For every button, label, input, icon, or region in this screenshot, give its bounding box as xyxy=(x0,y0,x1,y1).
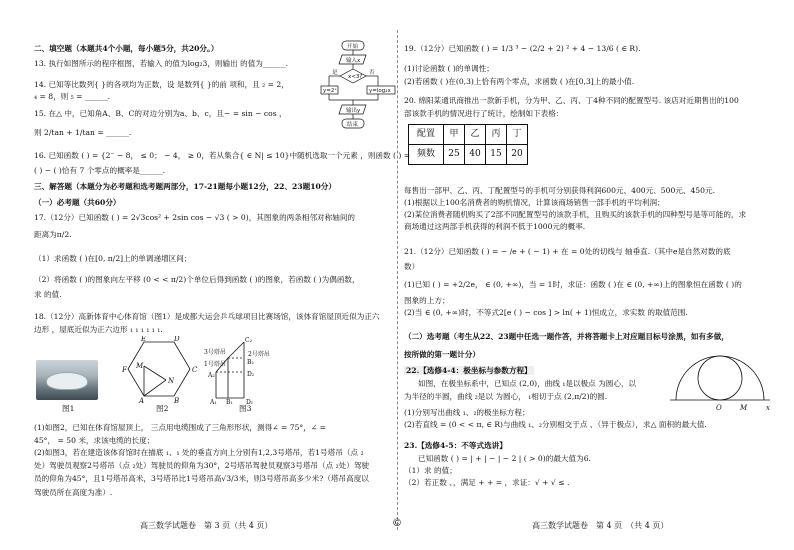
question-19-part1: (1)讨论函数 ( )的单调性； xyxy=(404,64,494,73)
flowchart-input: 输入x xyxy=(346,58,361,64)
question-18-part2: (2)如图3，若在建造该体育馆时在描底 ₁、₁ 处的垂直方向上分别有1,2,3号塔吊，若1号塔吊（点 ₂ xyxy=(34,448,364,457)
fig2-point-F: F xyxy=(122,366,127,374)
question-20: 20. 绵阳某通讯商推出一款新手机，分为甲、乙、丙、丁4种不同的配置型号. 该店对近期售出的100 xyxy=(404,96,739,105)
fig3-A1: A₁ xyxy=(210,399,217,404)
question-17-cont: 距离为π/2. xyxy=(34,230,72,239)
question-21-cont: 数） xyxy=(404,262,420,271)
elective-heading-cont: 按所做的第一题计分） xyxy=(404,350,480,359)
center-mark: © xyxy=(392,518,402,529)
flowchart-left-op: y=2ˣ xyxy=(323,88,337,94)
section-solution-heading: 三、解答题（本题分为必考题和选考题两部分，17-21题每小题12分，22、23题10分） xyxy=(34,182,336,191)
question-18-part1-cont: 45°， = 50 米，求该电缆的长度； xyxy=(34,436,155,445)
question-17: 17.（12分）已知函数 ( ) = 2√3cos² + 2sin cos − √3 ( > 0)，其图象的两条相邻对称轴间的 xyxy=(34,213,356,222)
question-21-part1: (1)已知 ( ) = +2/2e， ∈ (0, +∞)，当 = 1时，求证：函数 ( )在 ∈ (0, +∞)上的图象恒在函数 ( )的 xyxy=(404,280,742,289)
fig3-D1: D₁ xyxy=(246,399,254,404)
question-22-part2: (2)若直线 = (0 < < π, ∈ R)与曲线 ₁、₂分别相交于点 、（异于极点），求△ 面积的最大值. xyxy=(404,420,707,429)
polar-origin-O: O xyxy=(716,404,722,412)
polar-axis-x: x xyxy=(766,404,770,412)
question-23-heading: 23.【选修4-5：不等式选讲】 xyxy=(404,441,507,450)
question-15: 15. 在△ 中，已知角A、B、C的对边分别为a、b、c，且− = sin − cos ， xyxy=(34,109,287,118)
question-15-cont: 则 2/tan + 1/tan = ______. xyxy=(34,128,132,137)
question-22-part1: (1)分别写出曲线 ₁、₂的极坐标方程； xyxy=(404,408,530,417)
question-17-part1: （1）求函数 ( )在[0, π/2]上的单调递增区间； xyxy=(34,254,192,263)
polar-point-M: M xyxy=(740,404,748,412)
fig2-point-D: D xyxy=(174,336,180,343)
table-cell: 乙 xyxy=(465,125,486,145)
question-16: 16. 已知函数 ( ) = {2⁻ − 8， ≤ 0； − 4， ≥ 0，若从集合{ ∈ N| ≤ 10}中随机选取一个元素 ，则函数 ( ) = xyxy=(34,151,411,160)
table-cell: 甲 xyxy=(444,125,465,145)
question-23-part1: （1）求 的值； xyxy=(404,466,457,475)
question-16-cont: ( ) − ( )恰有 7 个零点的概率是______. xyxy=(34,166,166,175)
hexagon-figure xyxy=(122,336,202,404)
fig3-B2: B₂ xyxy=(247,359,254,366)
phone-config-table xyxy=(408,124,528,165)
table-row xyxy=(409,145,528,165)
section-fill-blank-heading: 二、填空题（本题共4个小题，每小题5分，共20分。） xyxy=(34,44,219,53)
question-22-title xyxy=(404,366,534,375)
flowchart-start: 开始 xyxy=(347,44,359,50)
left-page xyxy=(34,0,411,550)
question-21-part2: (2)当 ∈ (0, +∞)时，不等式2[e ( ) − cos ] > ln( + 1)恒成立，求实数 的取值范围. xyxy=(404,308,688,317)
question-19-part2: (2)若函数 ( )在(0,3)上恰有两个零点，求函数 ( )在[0,3]上的最小值. xyxy=(404,77,635,86)
polar-semicircle-figure xyxy=(666,350,774,414)
flowchart-no: 否 xyxy=(369,70,375,76)
flowchart-end: 结束 xyxy=(347,122,359,128)
question-18-cont: 边形 ，屋底近似为正六边形 ₁ ₁ ₁ ₁ ₁ ₁. xyxy=(34,325,163,334)
question-23-part2: （2）若正数 、，满足 + + = ，求证：√ + √ ≤ . xyxy=(404,478,570,487)
fig3-A2: A₂ xyxy=(208,372,215,379)
question-20-part2: (2)某位消费者随机购买了2部不同配置型号的该款手机，且购买的该款手机的四种型号是等可能的，求 xyxy=(404,210,747,219)
fig3-B1: B₁ xyxy=(226,399,233,404)
table-cell: 丙 xyxy=(486,125,507,145)
fig3-crane-3: 3号塔吊 xyxy=(204,349,226,356)
table-cell: 20 xyxy=(507,145,528,165)
page-divider xyxy=(397,30,398,530)
question-20-part1: (1)根据以上100名消费者的购机情况，计算该商场销售一部手机的平均利润； xyxy=(404,198,665,207)
question-22-cont: 为半径的半圆，曲线 ₂是以 为圆心， ₁相切于点 (2,π/2)的圆. xyxy=(404,392,608,401)
left-page-footer: 高三数学试题卷 第 3 页（共 4 页） xyxy=(140,521,273,530)
question-18: 18.（12分）高新体育中心体育馆（图1）是成都大运会乒乓球项目比赛场馆，该体育馆屋顶近似为正六 xyxy=(34,312,380,321)
table-cell: 40 xyxy=(465,145,486,165)
question-21: 21.（12分）已知函数 ( ) = − /e + ( − 1) + 在 = 0处的切线与 轴垂直.（其中e是自然对数的底 xyxy=(404,247,731,256)
fig2-point-C: C xyxy=(192,366,198,374)
question-20-cont: 部该款手机的情况进行了统计，绘制如下表格： xyxy=(404,109,564,118)
question-14-cont: ₄ = 8，则 ₅ = ______. xyxy=(34,92,111,101)
table-cell: 25 xyxy=(444,145,465,165)
flowchart-right-op: y=log₂x xyxy=(369,88,391,94)
figure-2-label: 图2 xyxy=(156,404,169,413)
question-18-part1: (1)如图2，已知在体育馆屋顶上， 三点用电缆围成了三角形形状，测得∠ = 75°，∠ = xyxy=(34,423,326,432)
stadium-photo xyxy=(36,360,98,400)
fig3-crane-2: 2号塔吊 xyxy=(248,351,270,358)
tower-crane-figure xyxy=(204,336,282,404)
elective-heading: （二）选考题（考生从22、23题中任选一题作答，并将答题卡上对应题目标号涂黑，如有多做， xyxy=(404,332,729,341)
question-14: 14. 已知等比数列{ }的各项均为正数，设 是数列{ }的前 项和，且 ₂ = 2， xyxy=(34,80,289,89)
fig2-point-B: B xyxy=(174,397,180,404)
table-cell: 15 xyxy=(486,145,507,165)
question-23-title xyxy=(404,441,507,450)
question-18-part2-cont3: 驾驶员所在高度为准）. xyxy=(34,488,113,497)
question-18-part2-cont1: 处）驾驶员观察2号塔吊（点 ₂处）驾驶员的仰角为30°，2号塔吊驾驶员观察3号塔吊（点 ₂处）驾驶 xyxy=(34,461,370,470)
question-21-part1-cont: 图象的上方； xyxy=(404,296,450,305)
question-20-profit: 每售出一部甲、乙、丙、丁配置型号的手机可分别获得利润600元、400元、500元、450元. xyxy=(404,186,715,195)
question-13: 13. 执行如图所示的程序框图，若输入 的值为log₂3，则输出 的值为______. xyxy=(34,59,289,68)
fig2-point-A: A xyxy=(139,397,145,404)
question-19: 19.（12分）已知函数 ( ) = 1/3 ³ − (2/2 + 2) ² + 4 − 13/6 ( ∈ R). xyxy=(404,44,641,53)
flowchart-yes: 是 xyxy=(332,70,338,76)
question-22-heading: 22.【选修4-4：极坐标与参数方程】 xyxy=(406,366,532,375)
fig2-point-N: N xyxy=(168,377,175,385)
question-18-part2-cont2: 员的仰角为45°，且1号塔吊高米，3号塔吊比1号塔吊高√3/3米，则3号塔吊高多少米?（塔吊高度以 xyxy=(34,474,369,483)
flowchart-condition: x<3? xyxy=(348,74,363,80)
table-row xyxy=(409,125,528,145)
question-17-part2-cont: 求 的值. xyxy=(34,290,62,299)
fig2-point-M: M xyxy=(136,362,144,370)
question-22: 如图，在极坐标系中，已知点 (2,0)，曲线 ₁是以极点 为圆心，以 xyxy=(418,379,637,388)
fig3-D2: D₂ xyxy=(247,371,255,378)
required-questions-heading: （一）必考题（共60分） xyxy=(34,198,121,207)
fig3-crane-1: 1号塔吊 xyxy=(204,361,226,368)
fig2-point-E: E xyxy=(141,336,147,343)
flowchart-figure xyxy=(320,40,398,138)
question-17-part2: （2）将函数 ( )的图象向左平移 (0 < < π/2)个单位后得到函数 ( )的图象，若函数 ( )为偶函数， xyxy=(34,275,360,284)
table-cell: 丁 xyxy=(507,125,528,145)
stadium-dome xyxy=(46,372,88,390)
table-cell: 频数 xyxy=(409,145,444,165)
figure-1-label: 图1 xyxy=(62,404,75,413)
fig3-C2: C₂ xyxy=(245,337,252,344)
figure-3-label: 图3 xyxy=(239,404,252,413)
right-page-footer: 高三数学试题卷 第 4 页 （共 4 页） xyxy=(532,521,669,530)
question-23: 已知函数 ( ) = | + | − | − 2 | ( > 0)的最大值为6. xyxy=(418,454,591,463)
flowchart-output: 输出y xyxy=(346,108,361,114)
right-page xyxy=(404,0,774,550)
question-20-part2-cont: 商场通过这两部手机获得的利润不低于1000元的概率. xyxy=(404,222,586,231)
table-cell: 配置 xyxy=(409,125,444,145)
